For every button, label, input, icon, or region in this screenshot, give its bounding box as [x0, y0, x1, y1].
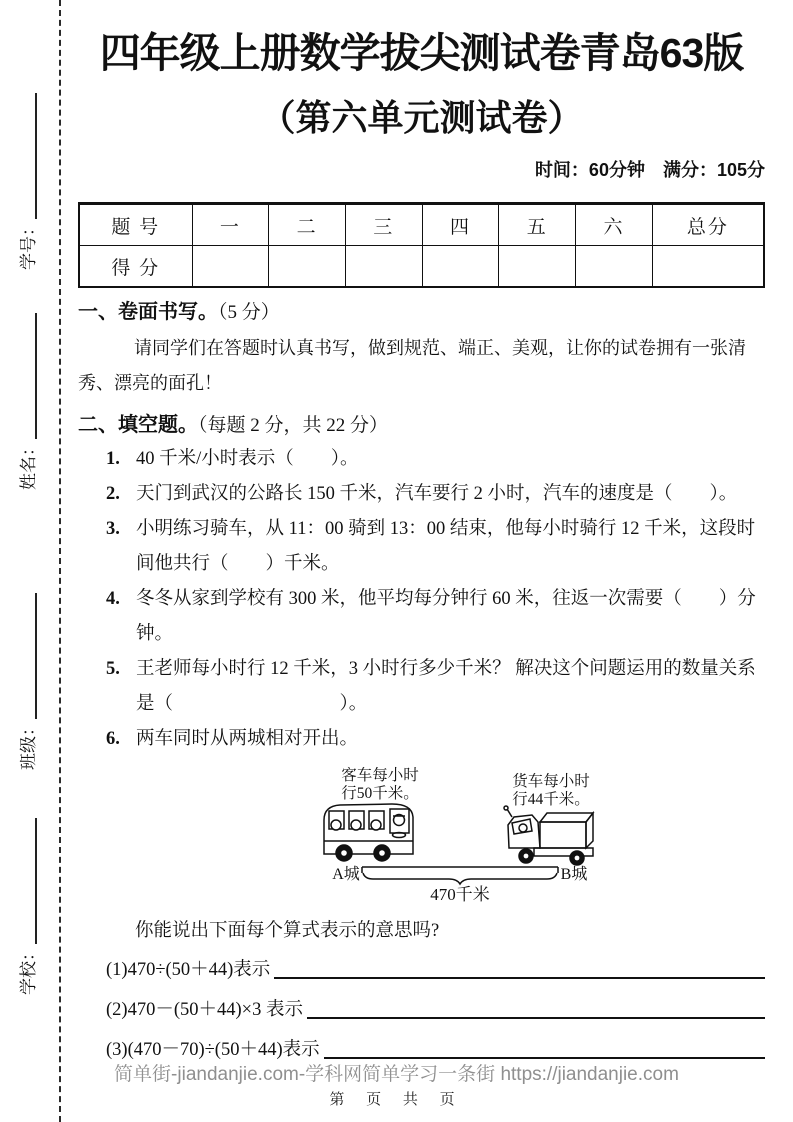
margin-field-student-id	[16, 70, 40, 270]
distance-value-label: 470千米	[430, 885, 490, 904]
class-label: 班级：	[19, 719, 38, 770]
page-footer	[0, 1064, 793, 1110]
score-table-cell: 总分	[652, 204, 764, 246]
answer-blank-line	[307, 1013, 765, 1019]
question-5	[78, 652, 765, 722]
two-cities-diagram	[300, 759, 640, 907]
question-1	[78, 442, 765, 477]
score-table-cell: 三	[345, 204, 422, 246]
margin-field-class	[16, 570, 40, 770]
section1-title: 一、卷面书写。	[78, 301, 218, 323]
question-number: 1.	[106, 449, 120, 469]
seal-dashed-line	[59, 0, 61, 1122]
score-table-cell: 五	[499, 204, 576, 246]
city-b-label: B城	[560, 866, 588, 883]
question6-figure	[300, 759, 640, 907]
question-number: 6.	[106, 729, 120, 749]
student-id-blank-line	[31, 93, 37, 219]
distance-line	[362, 867, 558, 884]
section2-title: 二、填空题。	[78, 414, 198, 436]
question-4	[78, 582, 765, 652]
expression-text: (1)470÷(50＋44)表示	[106, 960, 271, 980]
student-id-label: 学号：	[19, 219, 38, 270]
school-blank-line	[31, 818, 37, 944]
truck-speed-label-line1: 货车每小时	[512, 773, 590, 790]
question-2	[78, 477, 765, 512]
score-table-empty-cell	[269, 246, 346, 288]
margin-field-name	[16, 290, 40, 490]
answer-blank-line	[324, 1053, 765, 1059]
question-text: 40 千米/小时表示（ ）。	[136, 449, 359, 469]
score-table-cell: 一	[192, 204, 269, 246]
question-text: 两车同时从两城相对开出。	[136, 729, 359, 749]
sub-question-1	[106, 957, 765, 983]
margin-field-school	[16, 795, 40, 995]
sub-question-intro: 你能说出下面每个算式表示的意思吗?	[135, 921, 440, 941]
score-table-empty-cell	[422, 246, 499, 288]
section2-heading	[78, 413, 765, 438]
section2-points: （每题 2 分，共 22 分）	[198, 415, 389, 436]
bus-speed-label-line2: 行50千米。	[341, 785, 419, 802]
section1-heading	[78, 300, 765, 325]
name-label: 姓名：	[19, 439, 38, 490]
question-6	[78, 722, 765, 757]
score-table-empty-cell	[576, 246, 653, 288]
question-number: 4.	[106, 589, 120, 609]
score-table-empty-cell	[499, 246, 576, 288]
expression-text: (3)(470－70)÷(50＋44)表示	[106, 1040, 320, 1060]
score-table-empty-cell	[652, 246, 764, 288]
question-number: 2.	[106, 484, 120, 504]
bus-icon	[324, 804, 413, 861]
section1-points: （5 分）	[218, 302, 280, 323]
score-table-score-row	[79, 246, 764, 288]
class-blank-line	[31, 593, 37, 719]
question-text: 小明练习骑车，从 11：00 骑到 13：00 结束，他每小时骑行 12 千米，这段时间他共行（ ）千米。	[136, 519, 756, 574]
city-a-label: A城	[332, 866, 360, 883]
name-blank-line	[31, 313, 37, 439]
score-table-cell: 题 号	[79, 204, 192, 246]
answer-blank-line	[274, 973, 765, 979]
watermark-site-line: 简单街-jiandanjie.com-学科网简单学习一条街 https://jiandanjie.com	[114, 1064, 679, 1085]
question-text: 王老师每小时行 12 千米，3 小时行多少千米？ 解决这个问题运用的数量关系是（ ）。	[136, 659, 756, 714]
exam-time-score-info: 时间：60分钟 满分：105分	[534, 160, 765, 180]
score-table-header-row	[79, 204, 764, 246]
question-text: 冬冬从家到学校有 300 米，他平均每分钟行 60 米，往返一次需要（ ）分钟。	[136, 589, 756, 644]
score-table-cell: 六	[576, 204, 653, 246]
score-table-cell: 四	[422, 204, 499, 246]
truck-icon	[504, 806, 593, 865]
section1-paragraph: 请同学们在答题时认真书写，做到规范、端正、美观，让你的试卷拥有一张清秀、漂亮的面孔！	[78, 338, 746, 393]
fill-in-questions	[78, 442, 765, 757]
score-table-cell: 二	[269, 204, 346, 246]
school-label: 学校：	[19, 944, 38, 995]
score-table-empty-cell	[345, 246, 422, 288]
paper-content	[78, 0, 765, 1063]
score-table-empty-cell	[192, 246, 269, 288]
sub-question-3	[106, 1037, 765, 1063]
question-text: 天门到武汉的公路长 150 千米，汽车要行 2 小时，汽车的速度是（ ）。	[136, 484, 738, 504]
question-3	[78, 512, 765, 582]
question-number: 3.	[106, 519, 120, 539]
sub-question-2	[106, 997, 765, 1023]
question-number: 5.	[106, 659, 120, 679]
score-table-cell: 得 分	[79, 246, 192, 288]
page-number-line: 第 页 共 页	[329, 1092, 464, 1108]
score-table	[78, 202, 765, 288]
truck-speed-label-line2: 行44千米。	[512, 791, 590, 808]
paper-subtitle: （第六单元测试卷）	[259, 97, 584, 138]
bus-speed-label-line1: 客车每小时	[341, 767, 419, 784]
paper-title: 四年级上册数学拔尖测试卷青岛63版	[99, 30, 744, 76]
expression-text: (2)470－(50＋44)×3 表示	[106, 1000, 303, 1020]
